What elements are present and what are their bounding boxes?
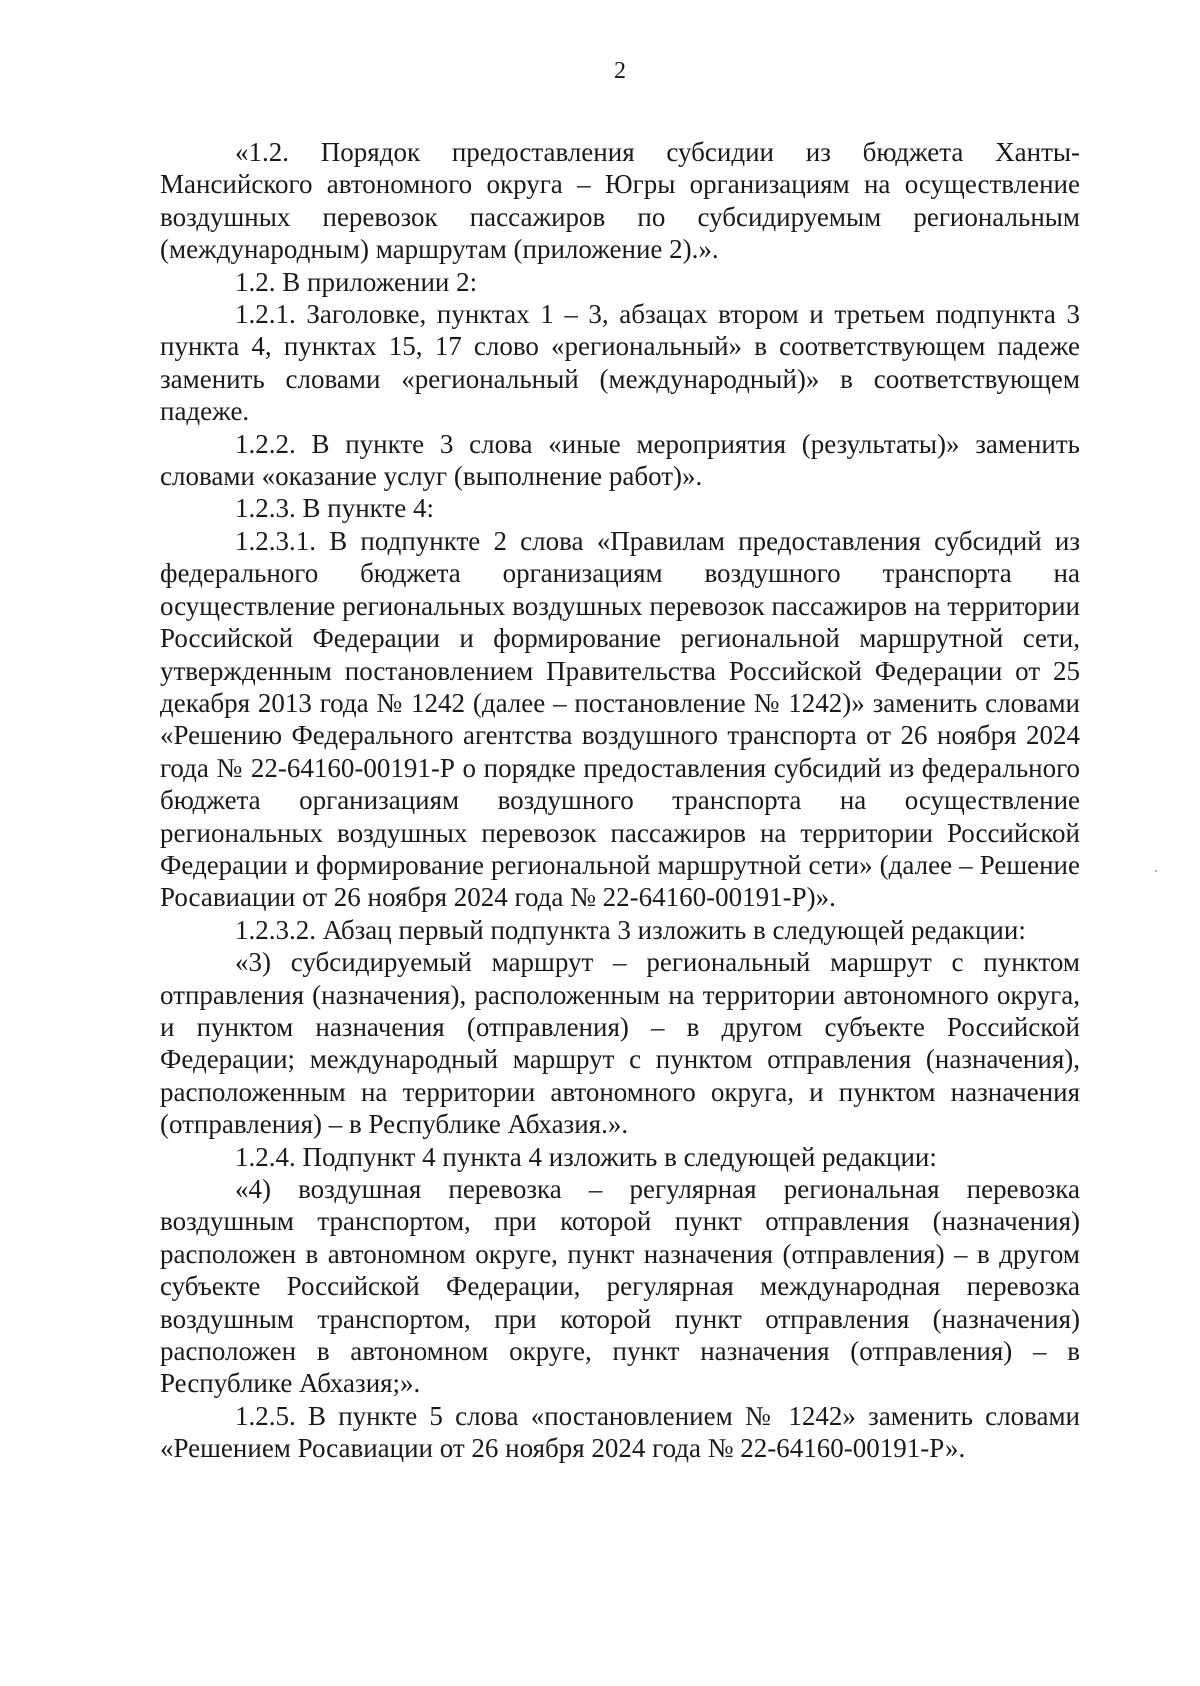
paragraph-1-2-3-1: 1.2.3.1. В подпункте 2 слова «Правилам предоставления субсидий из федерального бюджета организациям воздушного транспорта на осуществление региональных воздушных перевозок пассажиров на территории Российской Федерации и формирование региональной маршрутной сети, утвержденным постановлением Правительства Российской Федерации от 25 декабря 2013 года № 1242 (далее – постановление № 1242)» заменить словами «Решению Федерального агентства воздушного транспорта от 26 ноября 2024 года № 22-64160-00191-Р о порядке предоставления субсидий из федерального бюджета организациям воздушного транспорта на осуществление региональных воздушных перевозок пассажиров на территории Российской Федерации и формирование региональной маршрутной сети» (далее – Решение Росавиации от 26 ноября 2024 года № 22-64160-00191-Р)». bbox=[160, 525, 1080, 913]
scan-speck bbox=[1155, 870, 1157, 872]
paragraph-1-2-3: 1.2.3. В пункте 4: bbox=[235, 493, 434, 524]
paragraph-1-2-3-2: 1.2.3.2. Абзац первый подпункта 3 изложить в следующей редакции: bbox=[235, 914, 1026, 945]
paragraph-1-2-appendix-2: 1.2. В приложении 2: bbox=[235, 266, 478, 297]
page-number: 2 bbox=[614, 58, 626, 84]
document-body bbox=[160, 136, 1080, 1465]
paragraph-subitem-4: «4) воздушная перевозка – регулярная региональная перевозка воздушным транспортом, при которой пункт отправления (назначения) расположен в автономном округе, пункт назначения (отправления) – в другом субъекте Российской Федерации, регулярная международная перевозка воздушным транспортом, при которой пункт отправления (назначения) расположен в автономном округе, пункт назначения (отправления) – в Республике Абхазия;». bbox=[160, 1174, 1080, 1399]
paragraph-1-2-4: 1.2.4. Подпункт 4 пункта 4 изложить в следующей редакции: bbox=[235, 1141, 937, 1172]
paragraph-1-2-1: 1.2.1. Заголовке, пунктах 1 – 3, абзацах втором и третьем подпункта 3 пункта 4, пунктах 15, 17 слово «региональный» в соответствующем падеже заменить словами «региональный (международный)» в соответствующем падеже. bbox=[160, 299, 1080, 427]
paragraph-1-2-order: «1.2. Порядок предоставления субсидии из бюджета Ханты-Мансийского автономного округа – Югры организациям на осуществление воздушных перевозок пассажиров по субсидируемым региональным (международным) маршрутам (приложение 2).». bbox=[160, 137, 1080, 265]
paragraph-subitem-3: «3) субсидируемый маршрут – региональный маршрут с пунктом отправления (назначения), расположенным на территории автономного округа, и пунктом назначения (отправления) – в другом субъекте Российской Федерации; международный маршрут с пунктом отправления (назначения), расположенным на территории автономного округа, и пунктом назначения (отправления) – в Республике Абхазия.». bbox=[160, 947, 1080, 1140]
paragraph-1-2-2: 1.2.2. В пункте 3 слова «иные мероприятия (результаты)» заменить словами «оказание услуг (выполнение работ)». bbox=[160, 428, 1080, 492]
paragraph-1-2-5: 1.2.5. В пункте 5 слова «постановлением № 1242» заменить словами «Решением Росавиации от 26 ноября 2024 года № 22-64160-00191-Р». bbox=[160, 1400, 1080, 1464]
